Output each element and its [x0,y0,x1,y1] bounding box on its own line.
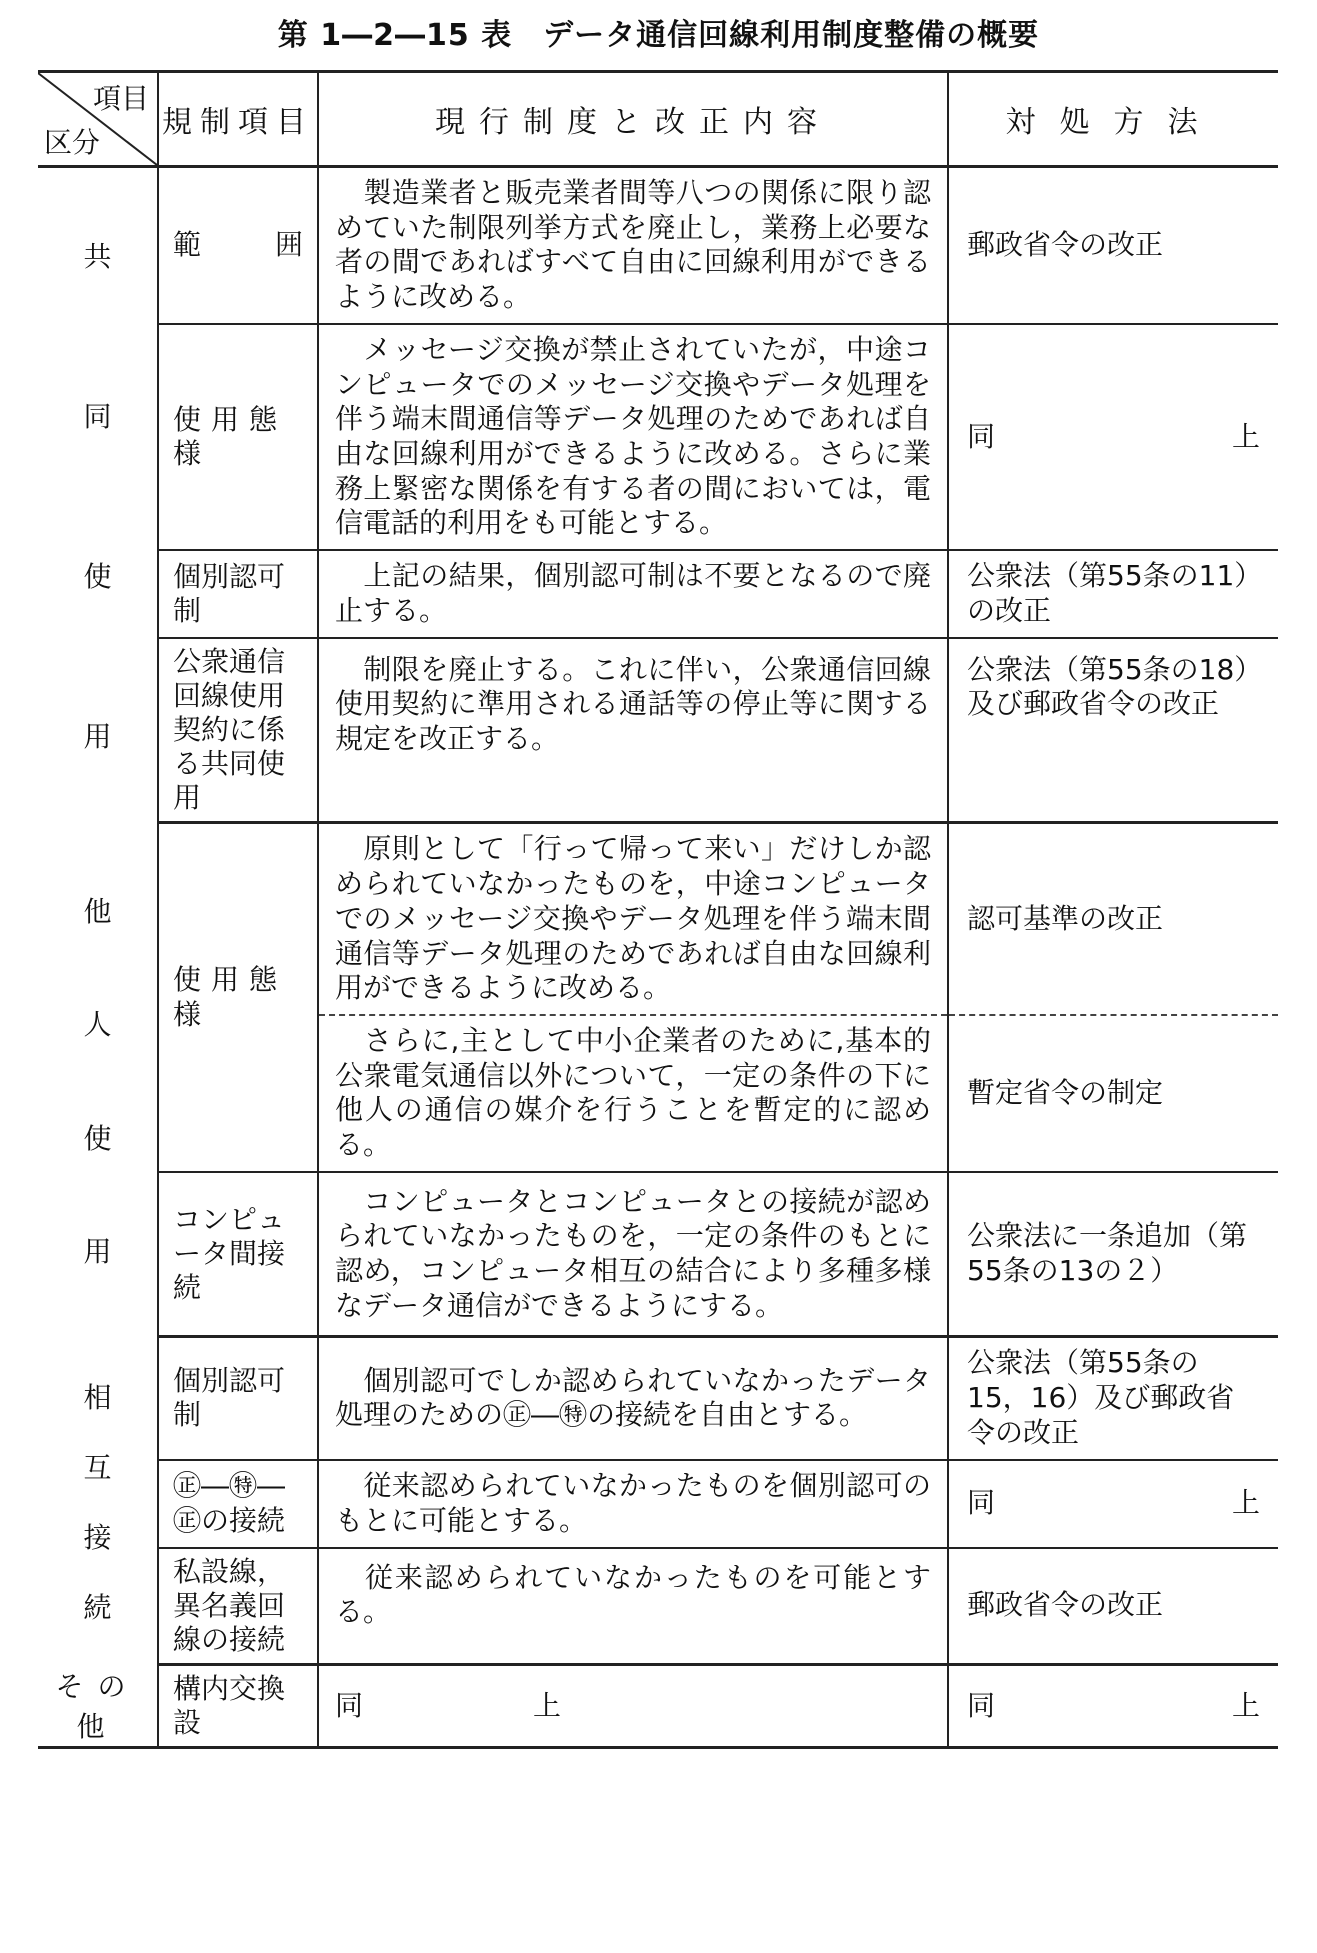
header-col-method: 対処方法 [948,72,1278,167]
item-cell: コンピュータ間接続 [158,1172,318,1337]
method-cell: 公衆法に一条追加（第55条の13の２） [948,1172,1278,1337]
method-cell: 同 上 [948,324,1278,550]
item-cell: 構内交換設 [158,1665,318,1748]
group-tanin: 他 人 使 用 [38,823,158,1337]
method-cell: 郵政省令の改正 [948,1548,1278,1665]
table-row [38,1172,1278,1337]
group-other: その他 [38,1665,158,1748]
method-cell: 同 上 [948,1665,1278,1748]
header-col-content: 現行制度と改正内容 [318,72,948,167]
content-cell: 従来認められていなかったものを個別認可のもとに可能とする。 [318,1460,948,1548]
table-row [38,638,1278,823]
method-cell: 公衆法（第55条の11）の改正 [948,550,1278,637]
content-cell: 上記の結果，個別認可制は不要となるので廃止する。 [318,550,948,637]
item-cell: 使用態様 [158,324,318,550]
group-kyodo: 共 同 使 用 [38,167,158,823]
table-row [38,1337,1278,1460]
item-cell: 個別認可制 [158,1337,318,1460]
content-cell: 製造業者と販売業者間等八つの関係に限り認めていた制限列挙方式を廃止し，業務上必要な者の間であればすべて自由に回線利用ができるように改める。 [318,167,948,324]
method-cell: 公衆法（第55条の18）及び郵政省令の改正 [948,638,1278,823]
table-header-row [38,72,1278,167]
content-cell: さらに,主として中小企業者のために,基本的公衆電気通信以外について，一定の条件の下に他人の通信の媒介を行うことを暫定的に認める。 [318,1015,948,1172]
table-row [38,550,1278,637]
method-cell: 認可基準の改正 [948,823,1278,1015]
group-sogo: 相 互 接 続 [38,1337,158,1665]
table-row [38,1548,1278,1665]
method-cell: 同 上 [948,1460,1278,1548]
header-diagonal-cell [38,72,158,167]
header-category-label: 区分 [44,126,101,159]
content-cell: 原則として「行って帰って来い」だけしか認められていなかったものを，中途コンピュータでのメッセージ交換やデータ処理を伴う端末間通信等データ処理のためであれば自由な回線利用ができるように改める。 [318,823,948,1015]
content-cell: コンピュータとコンピュータとの接続が認められていなかったものを，一定の条件のもとに認め，コンピュータ相互の結合により多種多様なデータ通信ができるようにする。 [318,1172,948,1337]
item-cell: 範 囲 [158,167,318,324]
table-row [38,823,1278,1015]
method-cell: 公衆法（第55条の15，16）及び郵政省令の改正 [948,1337,1278,1460]
overview-table [38,70,1278,1749]
table-row [38,167,1278,324]
content-cell: 従来認められていなかったものを可能とする。 [318,1548,948,1665]
content-cell: メッセージ交換が禁止されていたが，中途コンピュータでのメッセージ交換やデータ処理を伴う端末間通信等データ処理のためであれば自由な回線利用ができるように改める。さらに業務上緊密な関係を有する者の間においては，電信電話的利用をも可能とする。 [318,324,948,550]
method-cell: 郵政省令の改正 [948,167,1278,324]
item-cell: 個別認可制 [158,550,318,637]
method-cell: 暫定省令の制定 [948,1015,1278,1172]
header-col-item: 規制項目 [158,72,318,167]
item-cell: 公衆通信回線使用契約に係る共同使用 [158,638,318,823]
item-cell: 使用態様 [158,823,318,1172]
item-cell: 私設線，異名義回線の接続 [158,1548,318,1665]
item-cell: ㊣―㊕―㊣の接続 [158,1460,318,1548]
content-cell: 同 上 [318,1665,948,1748]
table-row [38,1665,1278,1748]
table-row [38,1460,1278,1548]
content-cell: 個別認可でしか認められていなかったデータ処理のための㊣―㊕の接続を自由とする。 [318,1337,948,1460]
table-row [38,324,1278,550]
content-cell: 制限を廃止する。これに伴い，公衆通信回線使用契約に準用される通話等の停止等に関する規定を改正する。 [318,638,948,823]
table-title: 第 1―2―15 表 データ通信回線利用制度整備の概要 [277,18,1040,53]
header-item-label: 項目 [92,82,149,115]
